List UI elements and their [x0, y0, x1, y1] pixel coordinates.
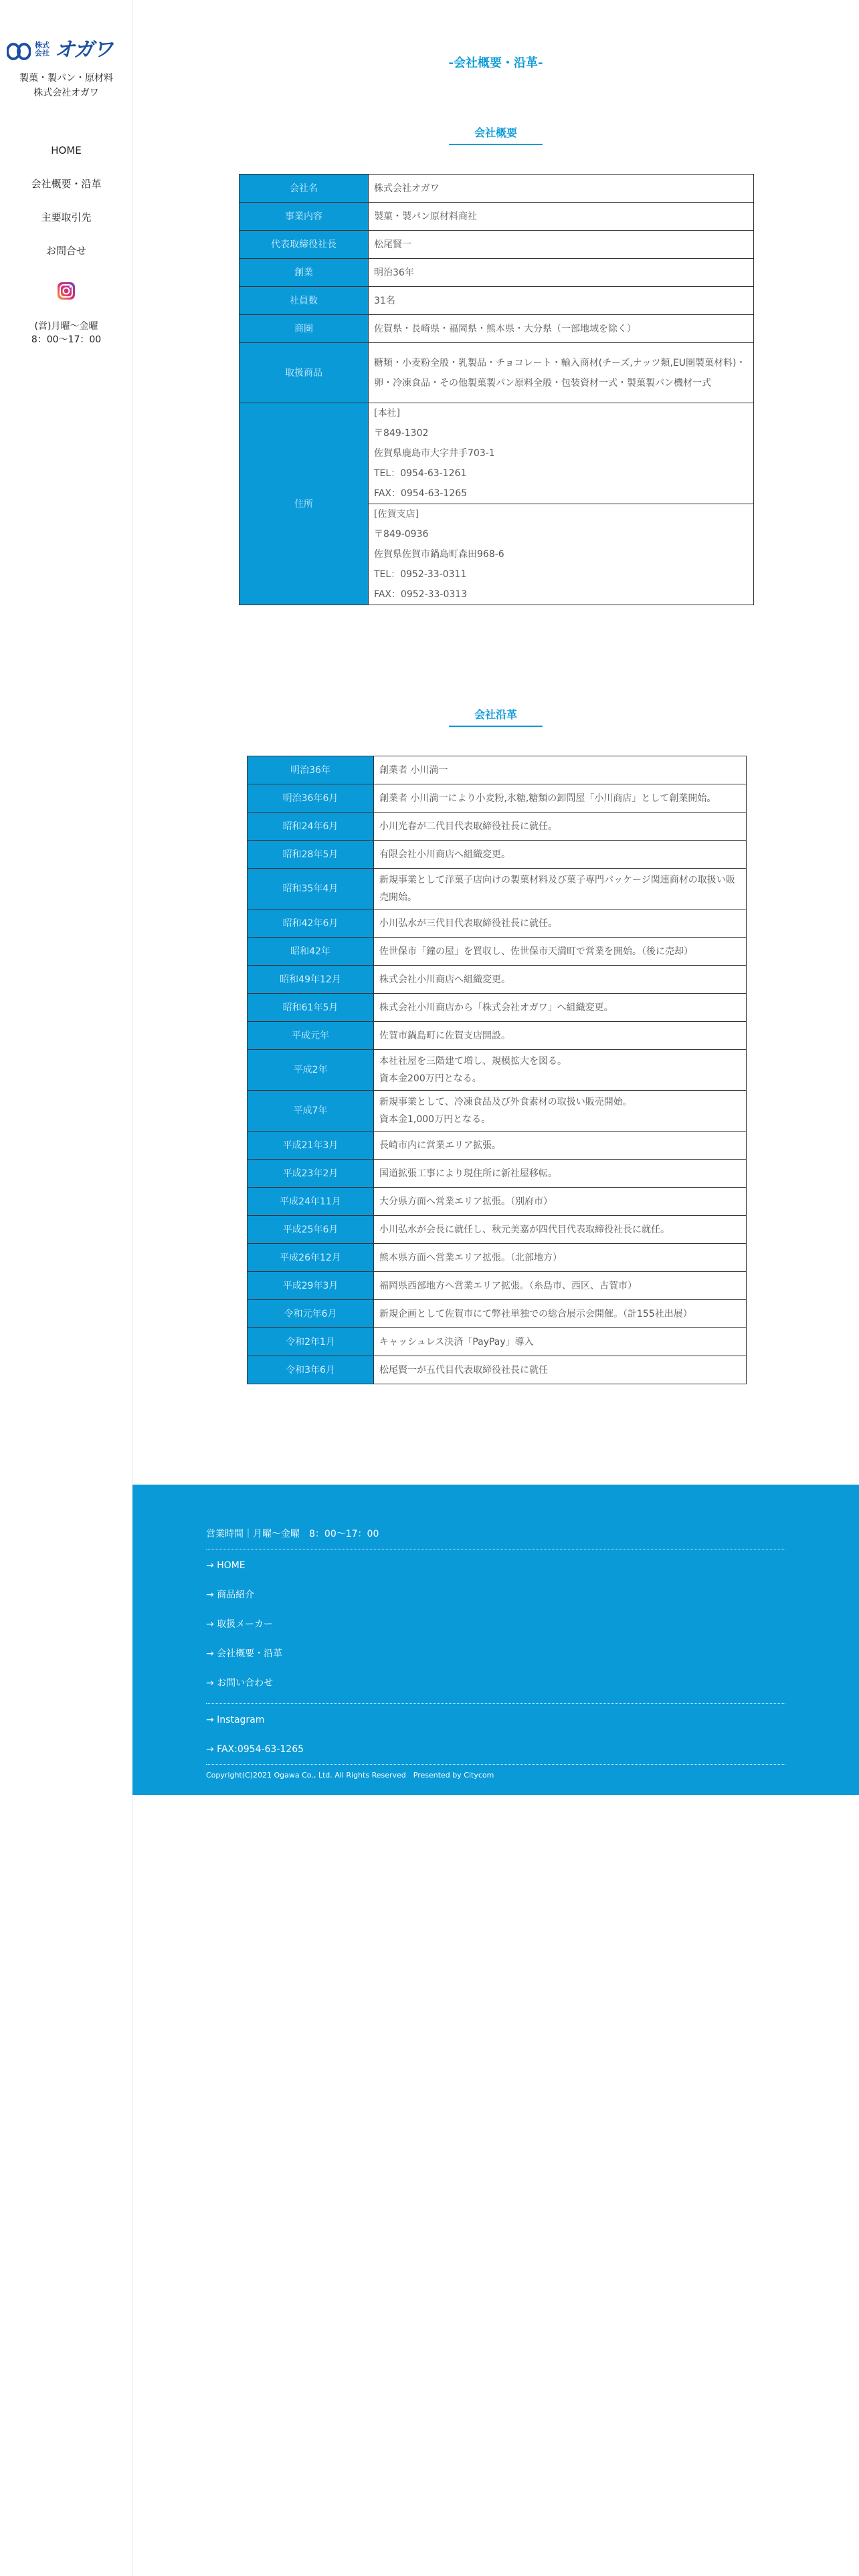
head-office-zip: 〒849-1302	[374, 428, 429, 439]
history-event	[374, 813, 747, 841]
history-event-text: 新規事業として洋菓子店向けの製菓材料及び菓子専門パッケージ関連商材の取扱い販売開始。	[379, 875, 735, 903]
hours-line2: 8：00〜17：00	[31, 334, 102, 345]
brand-tagline	[0, 71, 132, 100]
history-date: 明治36年6月	[248, 784, 374, 813]
history-event	[374, 841, 747, 869]
row-label: 取扱商品	[240, 343, 369, 403]
table-row	[240, 315, 754, 343]
history-event	[374, 1132, 747, 1160]
footer-link-contact[interactable]: → お問い合わせ	[206, 1678, 274, 1689]
history-event-text: 国道拡張工事により現住所に新社屋移転。	[379, 1168, 557, 1179]
history-event-text: キャッシュレス決済「PayPay」導入	[379, 1336, 534, 1348]
row-value: 糖類・小麦粉全般・乳製品・チョコレート・輸入商材(チーズ,ナッツ類,EU圏製菓材料)・卵・冷凍食品・その他製菓製パン原料全般・包装資材一式・製菓製パン機材一式	[369, 343, 754, 403]
history-date: 昭和42年	[248, 938, 374, 966]
hours-line1: (営)月曜〜金曜	[34, 321, 98, 332]
instagram-icon[interactable]	[56, 281, 76, 301]
branch-address	[369, 504, 753, 605]
tagline-line1: 製菓・製パン・原材料	[19, 73, 113, 84]
footer-divider	[206, 1703, 785, 1704]
history-event	[374, 1244, 747, 1272]
table-row	[240, 203, 754, 231]
history-date: 昭和49年12月	[248, 966, 374, 994]
table-row	[240, 175, 754, 203]
history-event	[374, 869, 747, 909]
history-row	[248, 1272, 747, 1300]
history-event	[374, 994, 747, 1022]
table-row	[240, 259, 754, 287]
history-section-title	[132, 706, 859, 727]
row-label: 商圏	[240, 315, 369, 343]
history-row	[248, 1300, 747, 1328]
footer-link-instagram[interactable]: → Instagram	[206, 1715, 265, 1725]
branch-tel: TEL：0952-33-0311	[374, 569, 467, 580]
history-row	[248, 1050, 747, 1091]
history-row	[248, 966, 747, 994]
history-date: 平成2年	[248, 1050, 374, 1091]
history-event	[374, 756, 747, 784]
history-date: 令和元年6月	[248, 1300, 374, 1328]
history-event-text: 松尾賢一が五代目代表取締役社長に就任	[379, 1364, 548, 1376]
history-row	[248, 1216, 747, 1244]
history-event	[374, 1050, 747, 1091]
history-event-text: 大分県方面へ営業エリア拡張。（別府市）	[379, 1196, 553, 1207]
branch-name: [佐賀支店]	[374, 509, 419, 520]
history-row	[248, 909, 747, 938]
branch-addr: 佐賀県佐賀市鍋島町森田968-6	[374, 549, 504, 560]
row-label: 事業内容	[240, 203, 369, 231]
branch-fax: FAX：0952-33-0313	[374, 589, 468, 600]
history-event	[374, 938, 747, 966]
history-row	[248, 784, 747, 813]
row-value: 松尾賢一	[369, 231, 754, 259]
nav-partners[interactable]: 主要取引先	[41, 211, 92, 223]
history-event-text: 本社社屋を三階建て増し、規模拡大を図る。	[379, 1056, 567, 1067]
history-date: 平成24年11月	[248, 1188, 374, 1216]
history-event	[374, 1300, 747, 1328]
table-row	[240, 287, 754, 315]
history-date: 平成29年3月	[248, 1272, 374, 1300]
history-row	[248, 994, 747, 1022]
history-row	[248, 1160, 747, 1188]
history-event-text: 小川光春が二代目代表取締役社長に就任。	[379, 821, 557, 832]
history-event-text: 長崎市内に営業エリア拡張。	[379, 1140, 501, 1151]
history-row	[248, 869, 747, 909]
history-date: 平成25年6月	[248, 1216, 374, 1244]
history-row	[248, 1244, 747, 1272]
row-value: 31名	[369, 287, 754, 315]
history-event-text: 佐賀市鍋島町に佐賀支店開設。	[379, 1030, 510, 1041]
row-value: 製菓・製パン原材料商社	[369, 203, 754, 231]
history-event-text: 創業者 小川満一	[379, 764, 448, 776]
footer-business-hours: 営業時間｜月曜〜金曜 8：00〜17：00	[206, 1527, 785, 1549]
row-value: 明治36年	[369, 259, 754, 287]
history-row	[248, 841, 747, 869]
history-date: 平成7年	[248, 1091, 374, 1132]
history-row	[248, 813, 747, 841]
page-title: -会社概要・沿革-	[448, 56, 543, 70]
history-event	[374, 1272, 747, 1300]
history-event	[374, 1091, 747, 1132]
company-logo[interactable]	[7, 40, 127, 64]
table-row	[240, 343, 754, 403]
history-event-text: 福岡県西部地方へ営業エリア拡張。（糸島市、西区、古賀市）	[379, 1280, 637, 1291]
row-label: 代表取締役社長	[240, 231, 369, 259]
sidebar	[0, 0, 133, 2576]
history-event-text: 熊本県方面へ営業エリア拡張。（北部地方）	[379, 1252, 562, 1263]
history-event-text: 佐世保市「鐘の屋」を買収し、佐世保市天満町で営業を開始。（後に売却）	[379, 946, 693, 957]
site-footer	[132, 1485, 859, 1795]
history-event-text: 有限会社小川商店へ組織変更。	[379, 849, 510, 860]
company-history-table	[247, 756, 747, 1384]
history-event-text-2: 資本金1,000万円となる。	[379, 1114, 491, 1125]
sidebar-nav	[0, 143, 132, 277]
head-office-addr: 佐賀県鹿島市大字井手703-1	[374, 448, 495, 459]
history-event-text-2: 資本金200万円となる。	[379, 1073, 482, 1084]
row-label: 会社名	[240, 175, 369, 203]
address-value	[369, 403, 754, 605]
history-event-text: 新規事業として、冷凍食品及び外食素材の取扱い販売開始。	[379, 1097, 632, 1107]
history-date: 令和3年6月	[248, 1356, 374, 1384]
history-event-text: 株式会社小川商店から「株式会社オガワ」へ組織変更。	[379, 1002, 613, 1013]
history-event-text: 小川弘水が会長に就任し、秋元美嘉が四代目代表取締役社長に就任。	[379, 1224, 670, 1235]
history-event-text: 創業者 小川満一により小麦粉,氷糖,糖類の卸問屋「小川商店」として創業開始。	[379, 792, 717, 804]
history-row	[248, 1328, 747, 1356]
history-event	[374, 1188, 747, 1216]
company-section-title-text: 会社概要	[449, 124, 543, 145]
footer-link-home[interactable]: → HOME	[206, 1560, 246, 1571]
history-date: 平成元年	[248, 1022, 374, 1050]
history-row	[248, 1132, 747, 1160]
row-label: 社員数	[240, 287, 369, 315]
history-date: 昭和35年4月	[248, 869, 374, 909]
table-row-address	[240, 403, 754, 605]
history-date: 昭和28年5月	[248, 841, 374, 869]
history-date: 明治36年	[248, 756, 374, 784]
footer-link-company[interactable]: → 会社概要・沿革	[206, 1648, 283, 1659]
tagline-line2: 株式会社オガワ	[33, 88, 99, 98]
history-date: 昭和42年6月	[248, 909, 374, 938]
head-office-name: [本社]	[374, 408, 400, 419]
nav-home[interactable]: HOME	[51, 144, 82, 156]
history-row	[248, 938, 747, 966]
history-event	[374, 1160, 747, 1188]
history-event-text: 小川弘水が三代目代表取締役社長に就任。	[379, 918, 557, 929]
footer-inner	[206, 1527, 785, 1781]
history-event-text: 株式会社小川商店へ組織変更。	[379, 974, 510, 985]
head-office-tel: TEL：0954-63-1261	[374, 468, 467, 479]
row-label: 創業	[240, 259, 369, 287]
row-label: 住所	[240, 403, 369, 605]
history-event	[374, 784, 747, 813]
row-value: 株式会社オガワ	[369, 175, 754, 203]
footer-link-makers[interactable]: → 取扱メーカー	[206, 1619, 273, 1630]
history-event	[374, 1216, 747, 1244]
history-row	[248, 1022, 747, 1050]
footer-fax: → FAX:0954-63-1265	[206, 1744, 304, 1755]
history-event	[374, 909, 747, 938]
company-profile-table	[239, 174, 754, 605]
logo-kabushiki-text: 株式会社	[35, 41, 50, 58]
ogawa-logo-mark-icon	[7, 43, 31, 60]
history-body	[248, 756, 747, 1384]
nav-contact[interactable]: お問合せ	[45, 245, 86, 257]
history-event	[374, 1328, 747, 1356]
table-row	[240, 231, 754, 259]
history-date: 昭和24年6月	[248, 813, 374, 841]
history-row	[248, 1356, 747, 1384]
nav-company[interactable]: 会社概要・沿革	[31, 178, 102, 190]
company-section-title	[132, 124, 859, 145]
history-row	[248, 756, 747, 784]
head-office-address	[369, 403, 753, 504]
history-date: 平成26年12月	[248, 1244, 374, 1272]
history-date: 平成21年3月	[248, 1132, 374, 1160]
head-office-fax: FAX：0954-63-1265	[374, 488, 468, 499]
history-row	[248, 1091, 747, 1132]
history-date: 昭和61年5月	[248, 994, 374, 1022]
footer-copyright: Copyright(C)2021 Ogawa Co., Ltd. All Rights Reserved Presented by Citycom	[206, 1764, 785, 1781]
history-event-text: 新規企画として佐賀市にて弊社単独での総合展示会開催。（計155社出展）	[379, 1308, 692, 1319]
history-section-title-text: 会社沿革	[449, 706, 543, 727]
logo-name-text: オガワ	[55, 38, 113, 62]
history-row	[248, 1188, 747, 1216]
history-event	[374, 1022, 747, 1050]
history-event	[374, 966, 747, 994]
row-value: 佐賀県・長崎県・福岡県・熊本県・大分県（一部地域を除く）	[369, 315, 754, 343]
sidebar-business-hours	[0, 320, 132, 346]
history-event	[374, 1356, 747, 1384]
footer-link-products[interactable]: → 商品紹介	[206, 1590, 255, 1600]
history-date: 平成23年2月	[248, 1160, 374, 1188]
history-date: 令和2年1月	[248, 1328, 374, 1356]
branch-zip: 〒849-0936	[374, 529, 429, 540]
